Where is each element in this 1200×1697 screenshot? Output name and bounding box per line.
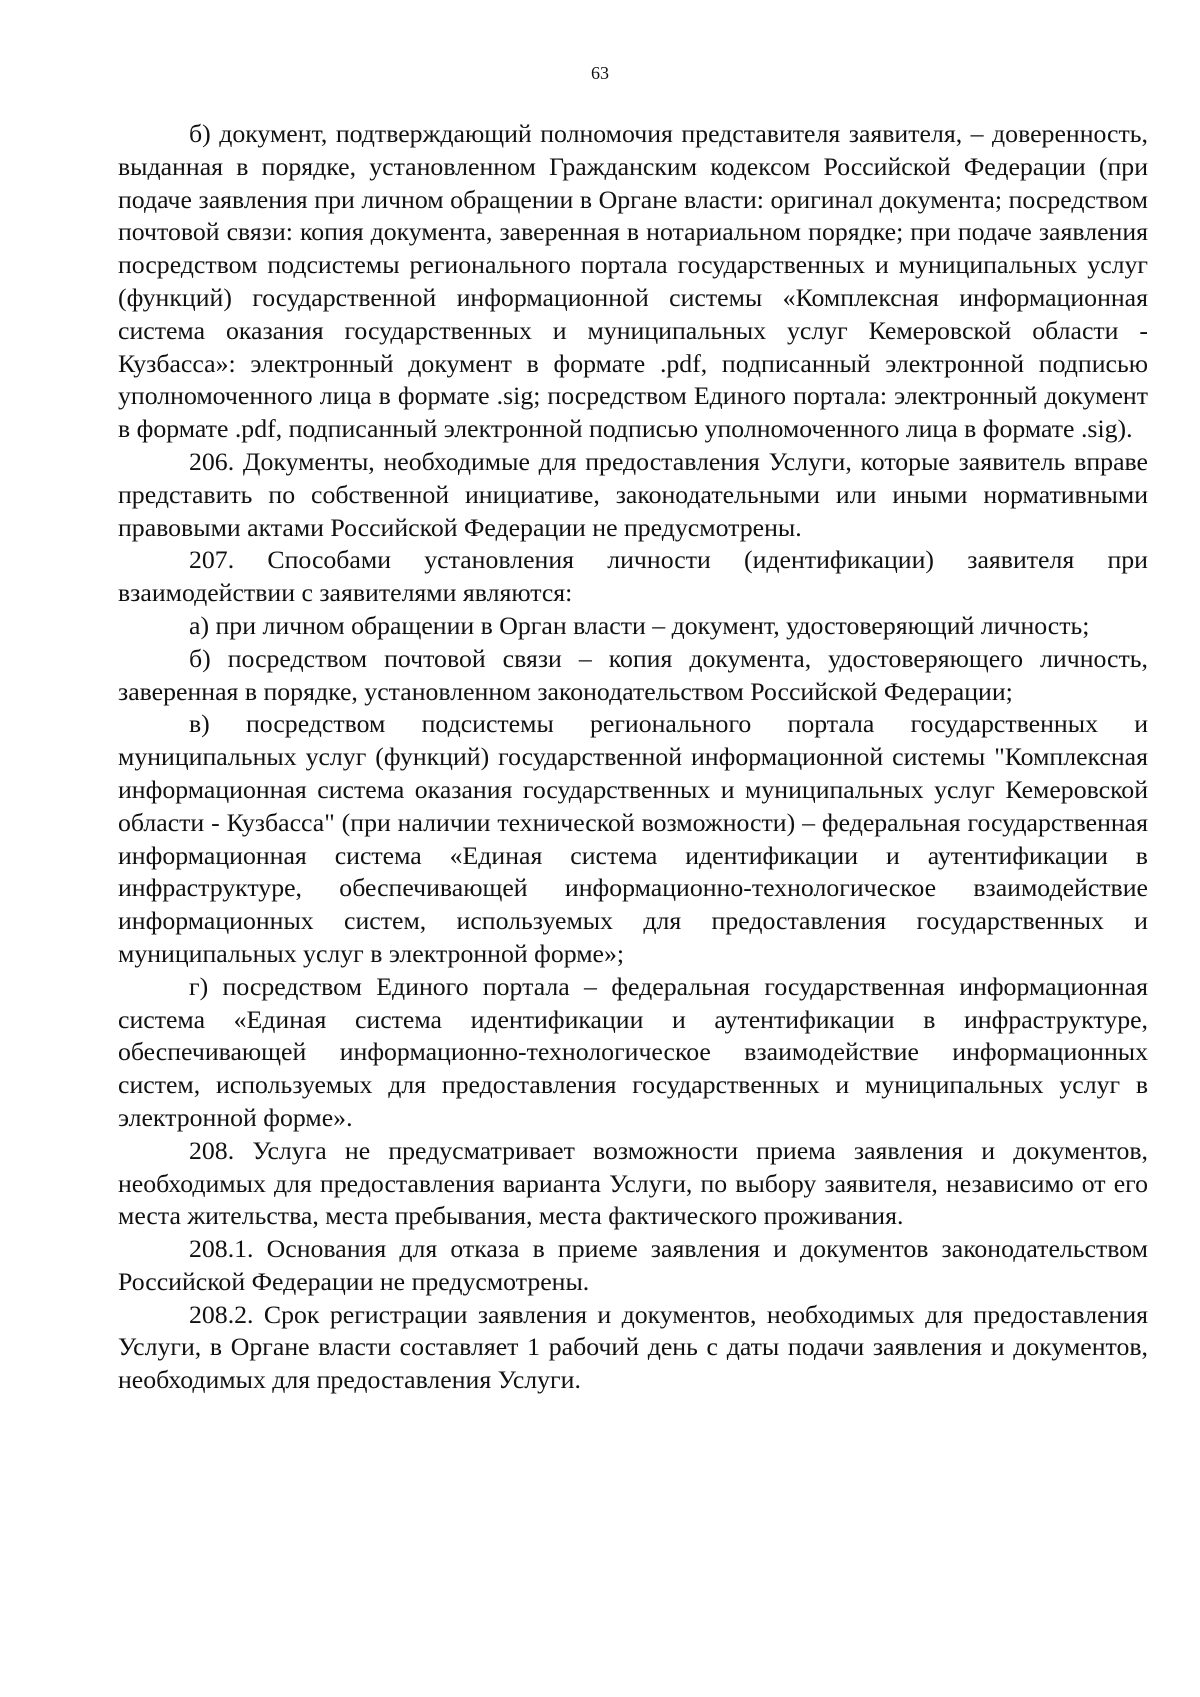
paragraph-208-2: 208.2. Срок регистрации заявления и документов, необходимых для предоставления Услуги, в Органе власти составляет 1 рабочий день с даты подачи заявления и документов, необходимых для предоставления Услуги.: [118, 1299, 1148, 1395]
paragraph-208: 208. Услуга не предусматривает возможности приема заявления и документов, необходимых для предоставления варианта Услуги, по выбору заявителя, независимо от его места жительства, места пребывания, места фактического проживания.: [118, 1135, 1148, 1231]
page-body: [118, 118, 1148, 1397]
paragraph-206: 206. Документы, необходимые для предоставления Услуги, которые заявитель вправе представить по собственной инициативе, законодательными или иными нормативными правовыми актами Российской Федерации не предусмотрены.: [118, 446, 1148, 542]
page-number: 63: [591, 63, 609, 83]
paragraph-207-g: г) посредством Единого портала – федеральная государственная информационная система «Единая система идентификации и аутентификации в инфраструктуре, обеспечивающей информационно-технологическое взаимодействие информационных систем, используемых для предоставления государственных и муниципальных услуг в электронной форме».: [118, 971, 1148, 1132]
paragraph-207-a: а) при личном обращении в Орган власти – документ, удостоверяющий личность;: [189, 610, 1090, 640]
paragraph-208-1: 208.1. Основания для отказа в приеме заявления и документов законодательством Российской Федерации не предусмотрены.: [118, 1234, 1148, 1296]
paragraph-b-representative-document: б) документ, подтверждающий полномочия представителя заявителя, – доверенность, выданная в порядке, установленном Гражданским кодексом Российской Федерации (при подаче заявления при личном обращении в Органе власти: оригинал документа; посредством почтовой связи: копия документа, заверенная в нотариальном порядке; при подаче заявления посредством подсистемы регионального портала государственных и муниципальных услуг (функций) государственной информационной системы «Комплексная информационная система оказания государственных и муниципальных услуг Кемеровской области - Кузбасса»: электронный документ в формате .pdf, подписанный электронной подписью уполномоченного лица в формате .sig; посредством Единого портала: электронный документ в формате .pdf, подписанный электронной подписью уполномоченного лица в формате .sig).: [118, 119, 1148, 444]
paragraph-207-b: б) посредством почтовой связи – копия документа, удостоверяющего личность, заверенная в порядке, установленном законодательством Российской Федерации;: [118, 643, 1148, 706]
paragraph-207-v: в) посредством подсистемы регионального портала государственных и муниципальных услуг (функций) государственной информационной системы "Комплексная информационная система оказания государственных и муниципальных услуг Кемеровской области - Кузбасса" (при наличии технической возможности) – федеральная государственная информационная система «Единая система идентификации и аутентификации в инфраструктуре, обеспечивающей информационно-технологическое взаимодействие информационных систем, используемых для предоставления государственных и муниципальных услуг в электронной форме»;: [118, 709, 1148, 968]
paragraph-207: 207. Способами установления личности (идентификации) заявителя при взаимодействии с заявителями являются:: [118, 545, 1148, 608]
